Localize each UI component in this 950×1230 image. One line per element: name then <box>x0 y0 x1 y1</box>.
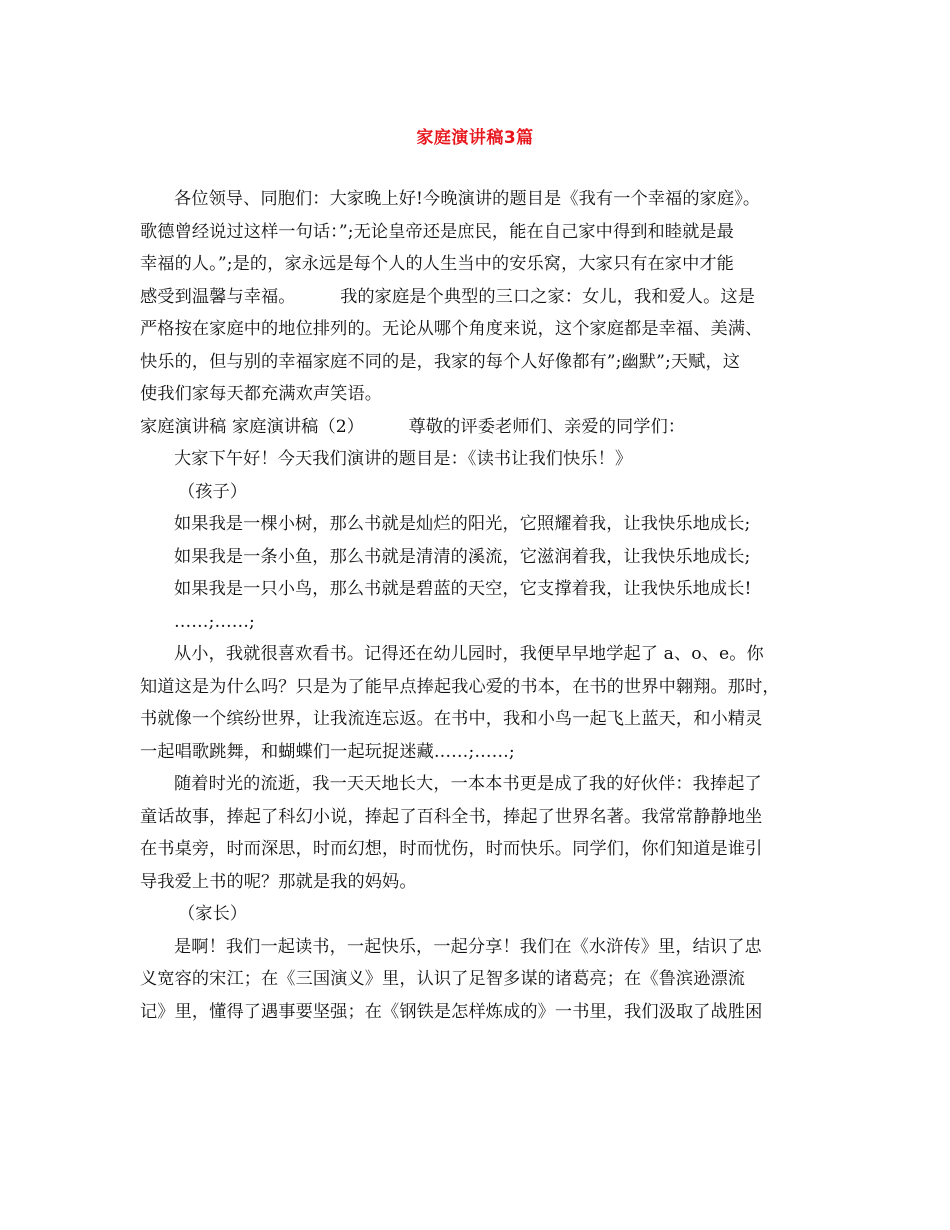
text-line: 快乐的，但与别的幸福家庭不同的是，我家的每个人好像都有”;幽默”;天赋，这 <box>140 351 741 372</box>
text-line: 义宽容的宋江；在《三国演义》里，认识了足智多谋的诸葛亮；在《鲁滨逊漂流 <box>140 969 746 989</box>
text-line: 导我爱上书的呢？那就是我的妈妈。 <box>140 871 417 892</box>
text-line: （家长） <box>178 904 248 924</box>
text-line: 知道这是为什么吗？只是为了能早点捧起我心爱的书本，在书的世界中翱翔。那时， <box>140 676 780 697</box>
text-line: 幸福的人。”;是的，家永远是每个人的人生当中的安乐窝，大家只有在家中才能 <box>140 254 734 274</box>
text-line: 在书桌旁，时而深思，时而幻想，时而忧伤，时而快乐。同学们，你们知道是谁引 <box>140 839 763 859</box>
text-line: 童话故事，捧起了科幻小说，捧起了百科全书，捧起了世界名著。我常常静静地坐 <box>140 806 763 827</box>
text-line: （孩子） <box>178 481 248 502</box>
text-line: 记》里，懂得了遇事要坚强；在《钢铁是怎样炼成的》一书里，我们汲取了战胜困 <box>140 1001 763 1022</box>
text-line: 感受到温馨与幸福。 我的家庭是个典型的三口之家：女儿，我和爱人。这是 <box>140 286 755 307</box>
text-line: 随着时光的流逝，我一天天地长大，一本本书更是成了我的好伙伴：我捧起了 <box>174 774 762 794</box>
text-line: 一起唱歌跳舞，和蝴蝶们一起玩捉迷藏……;……; <box>140 741 515 762</box>
text-line: 大家下午好！今天我们演讲的题目是：《读书让我们快乐！》 <box>174 449 633 469</box>
text-line: 书就像一个缤纷世界，让我流连忘返。在书中，我和小鸟一起飞上蓝天，和小精灵 <box>140 709 763 729</box>
text-line: 使我们家每天都充满欢声笑语。 <box>140 384 383 404</box>
text-line: 各位领导、同胞们：大家晚上好!今晚演讲的题目是《我有一个幸福的家庭》。 <box>174 189 761 209</box>
text-line: 家庭演讲稿 家庭演讲稿（2） 尊敬的评委老师们、亲爱的同学们： <box>140 416 686 437</box>
text-line: 如果我是一条小鱼，那么书就是清清的溪流，它滋润着我，让我快乐地成长; <box>174 546 751 567</box>
text-line: 从小，我就很喜欢看书。记得还在幼儿园时，我便早早地学起了 a、o、e。你 <box>174 644 764 664</box>
text-line: 是啊！我们一起读书，一起快乐，一起分享！我们在《水浒传》里，结识了忠 <box>174 936 762 957</box>
text-line: ……;……; <box>174 611 255 632</box>
text-line: 严格按在家庭中的地位排列的。无论从哪个角度来说，这个家庭都是幸福、美满、 <box>140 319 763 339</box>
text-line: 歌德曾经说过这样一句话：”;无论皇帝还是庶民，能在自己家中得到和睦就是最 <box>140 221 734 242</box>
text-line: 如果我是一只小鸟，那么书就是碧蓝的天空，它支撑着我，让我快乐地成长! <box>174 579 752 599</box>
text-line: 如果我是一棵小树，那么书就是灿烂的阳光，它照耀着我，让我快乐地成长; <box>174 514 751 534</box>
document-body <box>140 183 820 1028</box>
document-title: 家庭演讲稿3篇 <box>416 128 534 148</box>
